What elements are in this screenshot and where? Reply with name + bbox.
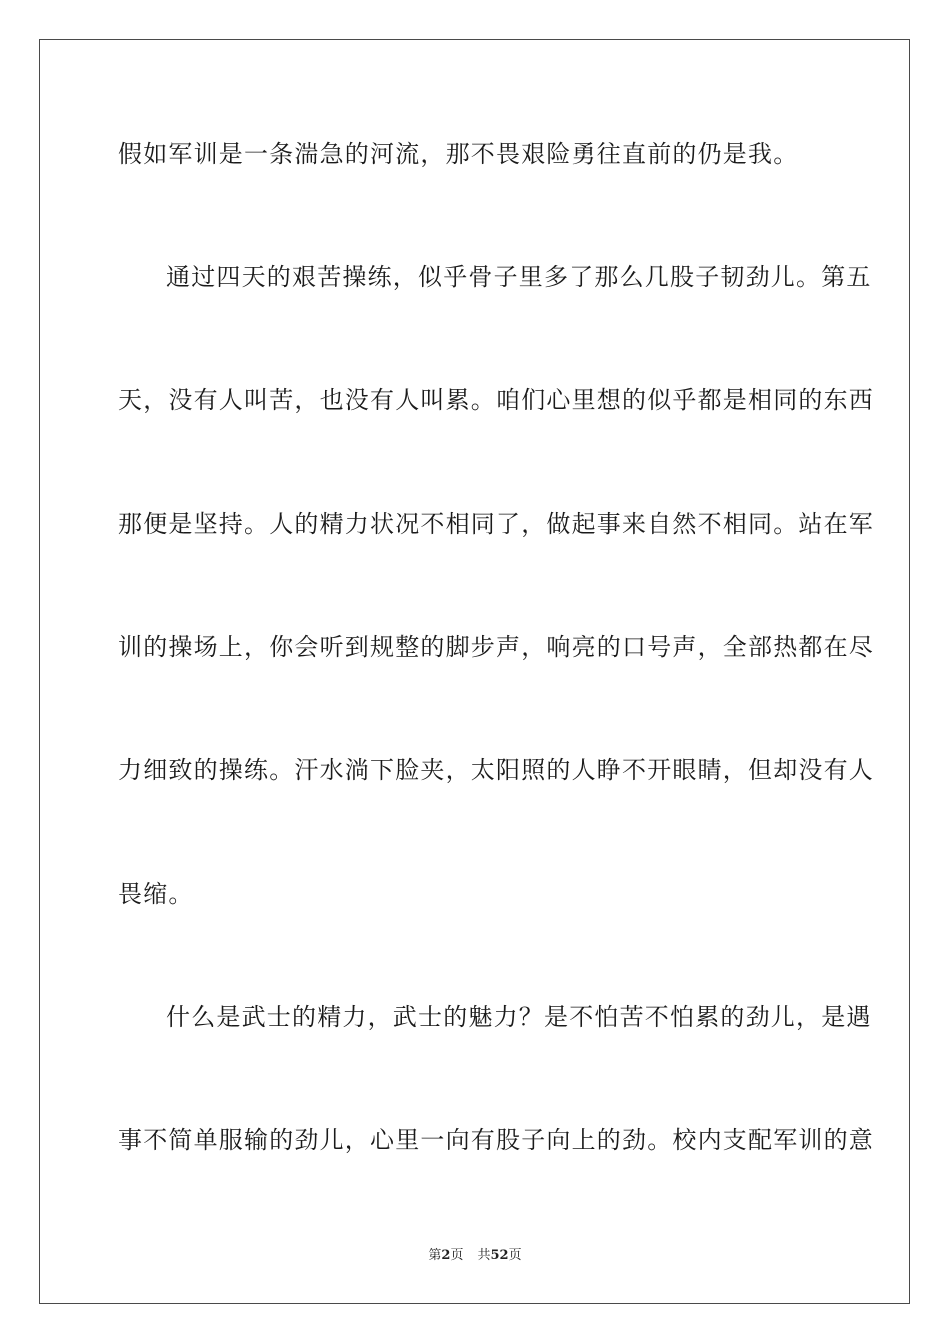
- paragraph-line-6: 力细致的操练。汗水淌下脸夹，太阳照的人睁不开眼睛，但却没有人: [118, 756, 874, 784]
- page-border: [39, 39, 910, 1304]
- paragraph-line-1: 假如军训是一条湍急的河流，那不畏艰险勇往直前的仍是我。: [118, 140, 799, 168]
- page-number: 2: [441, 1248, 451, 1263]
- paragraph-line-5: 训的操场上，你会听到规整的脚步声，响亮的口号声，全部热都在尽: [118, 633, 874, 661]
- paragraph-line-3: 天，没有人叫苦，也没有人叫累。咱们心里想的似乎都是相同的东西: [118, 386, 874, 414]
- page-footer: [0, 1247, 950, 1265]
- total-suffix: 页: [508, 1248, 522, 1263]
- paragraph-line-2: 通过四天的艰苦操练，似乎骨子里多了那么几股子韧劲儿。第五: [166, 263, 872, 291]
- paragraph-line-9: 事不简单服输的劲儿，心里一向有股子向上的劲。校内支配军训的意: [118, 1126, 874, 1154]
- page-suffix: 页: [450, 1248, 464, 1263]
- paragraph-line-8: 什么是武士的精力，武士的魅力？是不怕苦不怕累的劲儿，是遇: [166, 1003, 872, 1031]
- total-prefix: 共: [477, 1248, 491, 1263]
- paragraph-line-7: 畏缩。: [118, 880, 194, 908]
- total-pages: 52: [490, 1248, 509, 1263]
- page-prefix: 第: [428, 1248, 442, 1263]
- paragraph-line-4: 那便是坚持。人的精力状况不相同了，做起事来自然不相同。站在军: [118, 510, 874, 538]
